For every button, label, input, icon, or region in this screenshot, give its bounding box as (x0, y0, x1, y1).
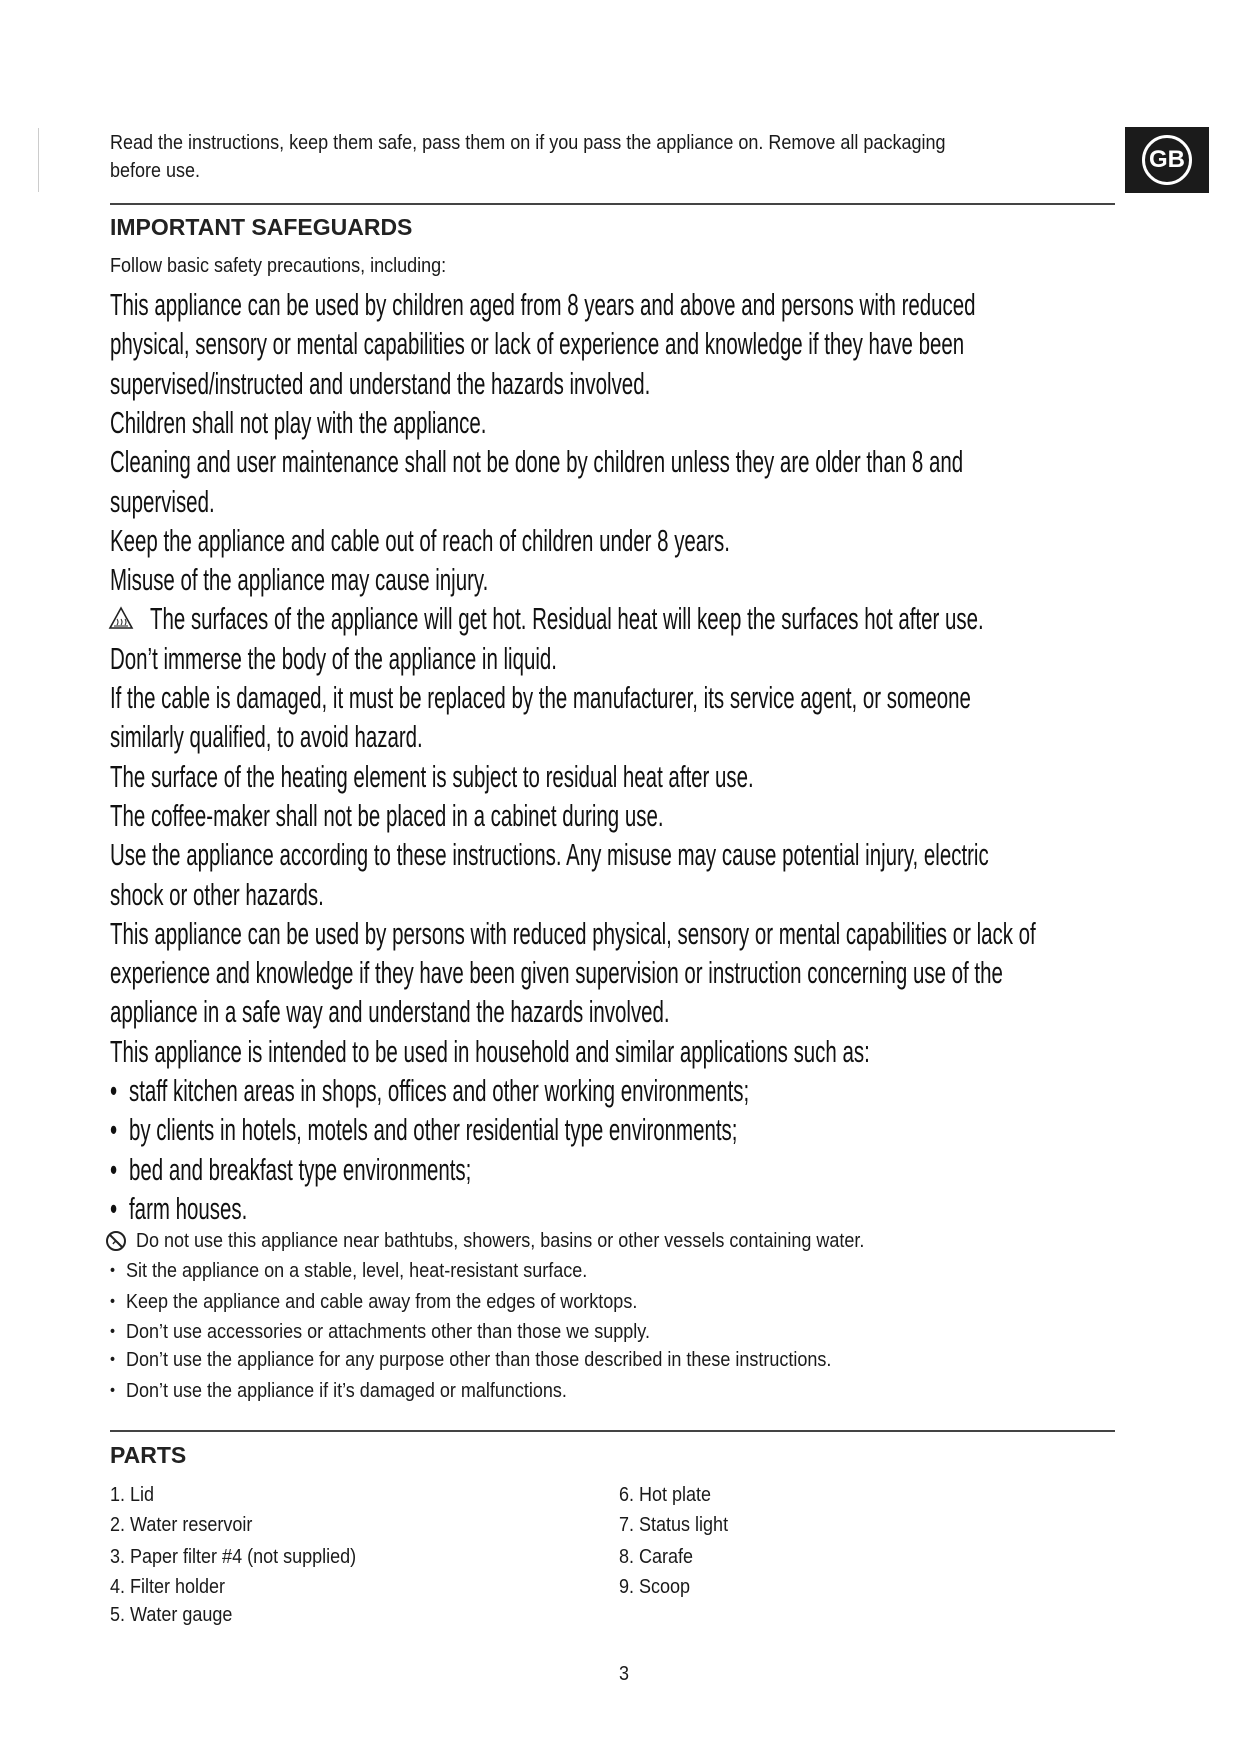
safeguard-line: If the cable is damaged, it must be replaced by the manufacturer, its service agent, or someone (110, 680, 971, 715)
language-badge (1125, 127, 1209, 193)
safeguard-line: The coffee-maker shall not be placed in a cabinet during use. (110, 797, 664, 833)
intro-line-2: before use. (110, 160, 201, 182)
part-item: 8. Carafe (619, 1546, 694, 1568)
safeguard-line: This appliance is intended to be used in household and similar applications such as: (110, 1033, 870, 1069)
safeguards-subtitle: Follow basic safety precautions, including: (110, 255, 447, 277)
page-edge-line (38, 128, 39, 192)
parts-title: PARTS (110, 1442, 187, 1468)
safeguard-line: supervised. (110, 483, 215, 519)
part-item: 4. Filter holder (110, 1576, 226, 1598)
bullet-icon: • (110, 1382, 116, 1399)
bullet-icon: • (110, 1073, 118, 1108)
language-badge-label: GB (1142, 135, 1192, 185)
safeguard-line: Don’t immerse the body of the appliance in liquid. (110, 640, 557, 676)
safety-bullet-line: Don’t use accessories or attachments other than those we supply. (126, 1321, 650, 1343)
safeguard-line: experience and knowledge if they have been given supervision or instruction concerning use of the (110, 955, 1003, 991)
bullet-icon: • (110, 1190, 118, 1226)
section-divider (110, 203, 1115, 205)
bullet-icon: • (110, 1112, 118, 1148)
safety-bullet-line: Keep the appliance and cable away from the edges of worktops. (126, 1291, 638, 1313)
safeguard-line: appliance in a safe way and understand the hazards involved. (110, 994, 670, 1030)
safety-bullet-line: Sit the appliance on a stable, level, heat-resistant surface. (126, 1260, 588, 1282)
part-item: 9. Scoop (619, 1576, 691, 1598)
safeguard-line: farm houses. (129, 1190, 248, 1226)
bullet-icon: • (110, 1151, 118, 1187)
safeguard-line: The surface of the heating element is subject to residual heat after use. (110, 758, 754, 794)
section-divider (110, 1430, 1115, 1432)
safeguard-line: supervised/instructed and understand the hazards involved. (110, 365, 651, 401)
part-item: 5. Water gauge (110, 1604, 233, 1626)
safety-bullet-line: Do not use this appliance near bathtubs, showers, basins or other vessels containing water. (136, 1230, 865, 1252)
safeguard-line: physical, sensory or mental capabilities or lack of experience and knowledge if they have been (110, 326, 965, 362)
safeguard-line: The surfaces of the appliance will get hot. Residual heat will keep the surfaces hot after use. (150, 601, 984, 637)
part-item: 1. Lid (110, 1484, 155, 1506)
part-item: 2. Water reservoir (110, 1514, 253, 1536)
bullet-icon: • (110, 1351, 116, 1368)
part-item: 7. Status light (619, 1514, 729, 1536)
safeguard-line: Children shall not play with the appliance. (110, 404, 487, 440)
part-item: 6. Hot plate (619, 1484, 712, 1506)
safeguard-line: by clients in hotels, motels and other residential type environments; (129, 1112, 738, 1148)
safeguard-line: shock or other hazards. (110, 876, 324, 912)
bullet-icon: • (110, 1262, 116, 1279)
safeguard-line: Use the appliance according to these instructions. Any misuse may cause potential injury, electric (110, 837, 989, 873)
no-water-icon (105, 1230, 127, 1257)
safeguard-line: Misuse of the appliance may cause injury. (110, 562, 489, 598)
safeguard-line: similarly qualified, to avoid hazard. (110, 719, 423, 755)
intro-line-1: Read the instructions, keep them safe, pass them on if you pass the appliance on. Remove all packaging (110, 132, 946, 154)
safeguard-line: This appliance can be used by children aged from 8 years and above and persons with reduced (110, 287, 976, 322)
safeguard-line: Cleaning and user maintenance shall not be done by children unless they are older than 8 and (110, 444, 964, 480)
safety-bullet-line: Don’t use the appliance if it’s damaged or malfunctions. (126, 1380, 567, 1402)
page-number: 3 (619, 1663, 630, 1685)
safeguard-line: bed and breakfast type environments; (129, 1151, 472, 1187)
safeguard-line: This appliance can be used by persons with reduced physical, sensory or mental capabilities or lack of (110, 915, 1036, 951)
safeguards-title: IMPORTANT SAFEGUARDS (110, 214, 413, 240)
hot-surface-warning-icon (108, 606, 134, 635)
safeguard-line: staff kitchen areas in shops, offices and other working environments; (129, 1073, 750, 1108)
part-item: 3. Paper filter #4 (not supplied) (110, 1546, 357, 1568)
bullet-icon: • (110, 1293, 116, 1310)
safety-bullet-line: Don’t use the appliance for any purpose other than those described in these instructions. (126, 1349, 832, 1371)
bullet-icon: • (110, 1323, 116, 1340)
safeguard-line: Keep the appliance and cable out of reach of children under 8 years. (110, 522, 730, 558)
